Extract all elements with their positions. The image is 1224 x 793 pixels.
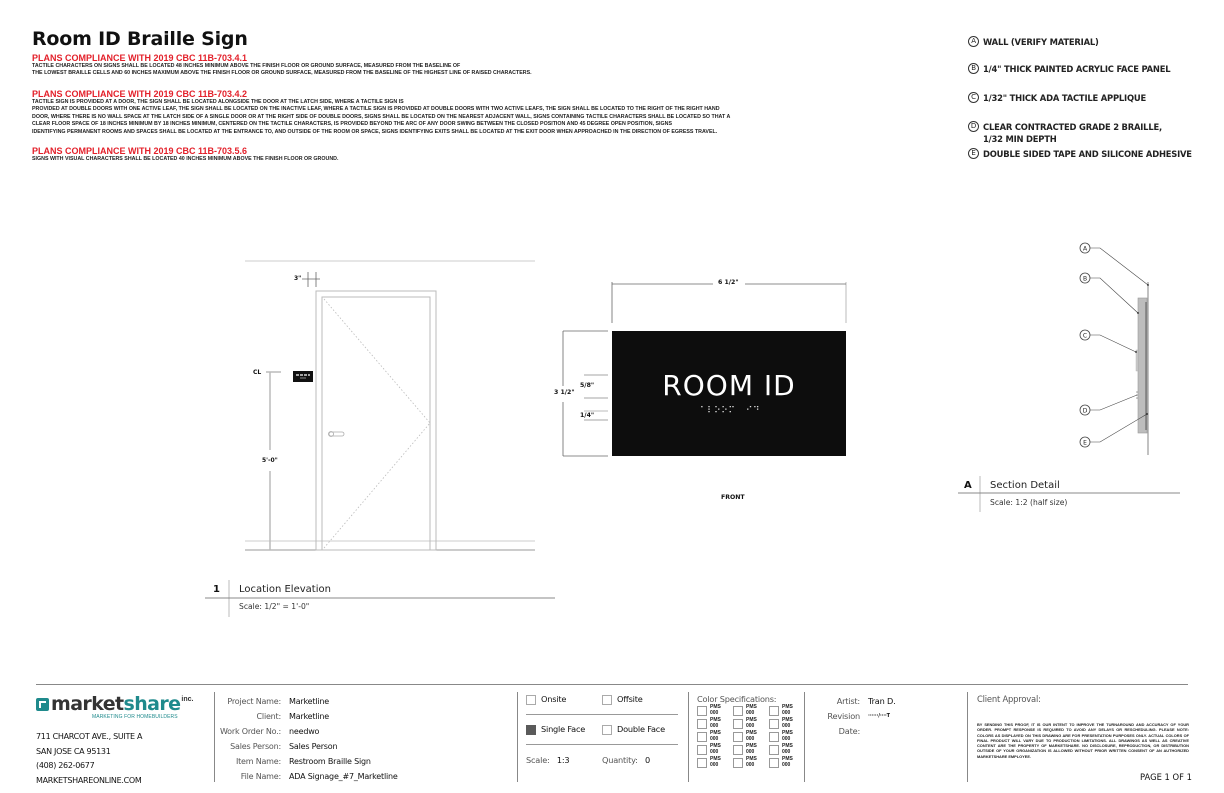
footer-divider-5 (967, 692, 968, 782)
pms-swatch: PMS 000 (697, 744, 733, 755)
pms-swatch: PMS 000 (769, 744, 805, 755)
double-face-option[interactable]: Double Face (602, 724, 665, 735)
front-caption: FRONT (721, 494, 745, 501)
pms-swatch: PMS 000 (733, 744, 769, 755)
callout-c-icon: C (968, 92, 979, 103)
section-callout-a: A (1082, 245, 1088, 253)
requirement-line: TACTILE CHARACTERS ON SIGNS SHALL BE LOCATED 48 INCHES MINIMUM ABOVE THE FINISH FLOOR OR GROUND SURFACE, MEASURED FROM THE BASELINE OF (32, 63, 461, 69)
section-callout-d: D (1082, 407, 1088, 415)
swatch-box (769, 758, 779, 768)
scale-field: Scale: 1:3 (526, 755, 570, 765)
pms-swatch: PMS 000 (697, 718, 733, 729)
document-title: Room ID Braille Sign (32, 28, 248, 50)
legend-item-c: C 1/32" THICK ADA TACTILE APPLIQUE (968, 92, 1146, 104)
dim-letter-height-label: 5/8" (580, 382, 595, 389)
dim-height-label: 5'-0" (262, 457, 278, 464)
legend-item-a: A WALL (VERIFY MATERIAL) (968, 36, 1099, 48)
file-name-row: File Name: ADA Signage_#7_Marketline (240, 772, 398, 781)
swatch-box (697, 745, 707, 755)
pms-swatch: PMS 000 (769, 757, 805, 768)
section-block-scale: Scale: 1:2 (half size) (990, 498, 1068, 507)
double-face-checkbox[interactable] (602, 725, 612, 735)
pms-swatch: PMS 000 (769, 718, 805, 729)
dim-braille-label: 1/4" (580, 412, 595, 419)
requirement-line: IDENTIFYING PERMANENT ROOMS AND SPACES SHALL BE LOCATED AT THE ENTRANCE TO, AND OUTSIDE OF THE ROOM OR SPACE, SIGNS IDENTIFYING EXITS SHALL BE LOCATED AT THE EXIT DOOR WHEN APPROACHED IN THE DIRECTION OF EGRESS TRAVEL. (32, 128, 718, 135)
section-block-letter: A (964, 480, 972, 491)
pms-swatch-grid (697, 705, 805, 768)
swatch-box (769, 745, 779, 755)
swatch-box (733, 706, 743, 716)
callout-b-icon: B (968, 63, 979, 74)
page-number: PAGE 1 OF 1 (1140, 772, 1192, 782)
sign-room-id-text: ROOM ID (662, 369, 796, 402)
swatch-box (769, 732, 779, 742)
section-callout-b: B (1082, 275, 1088, 283)
swatch-box (733, 758, 743, 768)
swatch-box (733, 732, 743, 742)
legend-item-e: E DOUBLE SIDED TAPE AND SILICONE ADHESIVE (968, 148, 1192, 160)
swatch-box (697, 732, 707, 742)
onsite-checkbox[interactable] (526, 695, 536, 705)
approval-legal-text: BY SENDING THIS PROOF, IT IS OUR INTENT TO IMPROVE THE TURNAROUND AND ACCURACY OF YOUR ORDER. PROMPT RESPONSE IS REQUIRED TO AVOID ANY DELAYS OR RESCHEDULING. PLEASE NOTE: COLORS AS DISPLAYED ON THIS DRAWING ARE FOR PRESENTATION PURPOSES ONLY. ACTUAL COLORS OF FINAL PRODUCT WILL VARY DUE TO PRODUCTION LIMITATIONS. ALL DRAWINGS AS WELL AS CREATIVE CONTENT ARE THE PROPERTY OF MARKETSHARE. NO DISCLOSURE, REPRODUCTION, OR DISTRIBUTION OUTSIDE OF YOUR ORGANIZATION IS ALLOWED WITHOUT PRIOR WRITTEN CONSENT OF AN AUTHORIZED MARKETSHARE EMPLOYEE. (977, 722, 1189, 759)
callout-e-icon: E (968, 148, 979, 159)
requirement-line: DOOR, WHERE THERE IS NO WALL SPACE AT THE LATCH SIDE OF A SINGLE DOOR OR AT THE RIGHT SIDE OF DOUBLE DOORS, SIGNS SHALL BE LOCATED ON THE NEAREST ADJACENT WALL, SIGNS CONTAINING TACTILE CHARACTERS SHALL BE LOCATED SO THAT A (32, 113, 731, 120)
company-logo: marketshare inc. (36, 696, 193, 713)
callout-d-icon: D (968, 121, 979, 132)
pms-swatch: PMS 000 (697, 731, 733, 742)
swatch-box (697, 758, 707, 768)
project-name-row: Project Name: Marketline (227, 697, 329, 706)
requirement-line: PROVIDED AT DOUBLE DOORS WITH ONE ACTIVE LEAF, THE SIGN SHALL BE LOCATED ON THE INACTIVE LEAF, WHERE A TACTILE SIGN IS PROVIDED AT DOUBLE DOORS WITH TWO ACTIVE LEAFS, THE SIGN SHALL BE LOCATED TO THE RIGHT OF THE RIGHT HAND (32, 106, 720, 113)
callout-a-icon: A (968, 36, 979, 47)
single-face-option[interactable]: Single Face (526, 724, 585, 735)
offsite-option[interactable]: Offsite (602, 694, 643, 705)
color-specifications: Color Specifications: PMS 000 PMS 000 PMS 000 PMS 000 PMS 000 PMS 000 PMS 000 PMS 000 PMS 000 PMS 000 PMS 000 PMS 000 PMS 000 PMS 000 PMS 000 (697, 694, 805, 768)
pms-swatch: PMS 000 (733, 757, 769, 768)
pms-swatch: PMS 000 (697, 705, 733, 716)
dim-cl-label: CL (253, 369, 262, 376)
footer-divider-4 (804, 692, 805, 782)
elevation-block-scale: Scale: 1/2" = 1'-0" (239, 602, 310, 611)
project-info (210, 694, 398, 784)
section-block-title: Section Detail (990, 480, 1060, 491)
options-separator (526, 714, 678, 715)
onsite-option[interactable]: Onsite (526, 694, 566, 705)
artist-info: Artist: Tran D. Revision Date: ······/····T (827, 696, 896, 736)
pms-swatch: PMS 000 (697, 757, 733, 768)
section-callout-c: C (1082, 332, 1088, 340)
dim-sign-height-label: 3 1/2" (554, 389, 575, 396)
requirement-line: SIGNS WITH VISUAL CHARACTERS SHALL BE LOCATED 40 INCHES MINIMUM ABOVE THE FINISH FLOOR OR GROUND. (32, 156, 339, 162)
requirement-line: CLEAR FLOOR SPACE OF 18 INCHES MINIMUM BY 18 INCHES MINIMUM, CENTERED ON THE TACTILE CHARACTERS, IS PROVIDED BEYOND THE ARC OF ANY DOOR SWING BETWEEN THE CLOSED POSITION AND 45 DEGREE OPEN POSITION, SIGNS (32, 121, 672, 128)
pms-swatch: PMS 000 (733, 718, 769, 729)
logo-mark-icon (36, 698, 49, 711)
section-callout-e: E (1083, 439, 1087, 447)
sales-person-row: Sales Person: Sales Person (230, 742, 338, 751)
footer-divider-2 (517, 692, 518, 782)
requirement-line: THE LOWEST BRAILLE CELLS AND 60 INCHES MAXIMUM ABOVE THE FINISH FLOOR OR GROUND SURFACE, MEASURED FROM THE BASELINE OF THE HIGHEST LINE OF RAISED CHARACTERS. (32, 70, 532, 77)
swatch-box (697, 706, 707, 716)
requirement-line: TACTILE SIGN IS PROVIDED AT A DOOR, THE SIGN SHALL BE LOCATED ALONGSIDE THE DOOR AT THE LATCH SIDE, WHERE A TACTILE SIGN IS (32, 99, 404, 105)
company-address: 711 CHARCOT AVE., SUITE A SAN JOSE CA 95131 (408) 262-0677 MARKETSHAREONLINE.COM (36, 732, 143, 785)
sign-braille-text: ⠁⠇⠕⠕⠍ ⠀⠊⠙ (700, 406, 761, 416)
pms-swatch: PMS 000 (733, 705, 769, 716)
requirement-heading: PLANS COMPLIANCE WITH 2019 CBC 11B-703.4.1 (32, 53, 248, 63)
swatch-box (697, 719, 707, 729)
client-approval: Client Approval: BY SENDING THIS PROOF, IT IS OUR INTENT TO IMPROVE THE TURNAROUND AND ACCURACY OF YOUR ORDER. PROMPT RESPONSE IS REQUIRED TO AVOID ANY DELAYS OR RESCHEDULING. PLEASE NOTE: COLORS AS DISPLAYED ON THIS DRAWING ARE FOR PRESENTATION PURPOSES ONLY. ACTUAL COLORS OF FINAL PRODUCT WILL VARY DUE TO PRODUCTION LIMITATIONS. ALL DRAWINGS AS WELL AS CREATIVE CONTENT ARE THE PROPERTY OF MARKETSHARE. NO DISCLOSURE, REPRODUCTION, OR DISTRIBUTION OUTSIDE OF YOUR ORGANIZATION IS ALLOWED WITHOUT PRIOR WRITTEN CONSENT OF AN AUTHORIZED MARKETSHARE EMPLOYEE. (977, 694, 1189, 759)
legend-item-d: D CLEAR CONTRACTED GRADE 2 BRAILLE, 1/32 MIN DEPTH (968, 121, 1162, 145)
single-face-checkbox[interactable] (526, 725, 536, 735)
dim-offset-label: 3" (294, 275, 302, 282)
swatch-box (769, 706, 779, 716)
dim-width-label: 6 1/2" (718, 279, 739, 286)
legend-item-b: B 1/4" THICK PAINTED ACRYLIC FACE PANEL (968, 63, 1170, 75)
swatch-box (769, 719, 779, 729)
offsite-checkbox[interactable] (602, 695, 612, 705)
item-name-row: Item Name: Restroom Braille Sign (235, 757, 371, 766)
client-row: Client: Marketline (256, 712, 329, 721)
company-tagline: MARKETING FOR HOMEBUILDERS (92, 714, 178, 720)
footer-divider (36, 684, 1188, 685)
work-order-row: Work Order No.: needwo (219, 727, 320, 736)
pms-swatch: PMS 000 (769, 731, 805, 742)
elevation-block-title: Location Elevation (239, 584, 331, 595)
elevation-block-number: 1 (213, 584, 220, 595)
swatch-box (733, 745, 743, 755)
options-separator (526, 744, 678, 745)
requirement-heading: PLANS COMPLIANCE WITH 2019 CBC 11B-703.4.2 (32, 89, 248, 99)
swatch-box (733, 719, 743, 729)
quantity-field: Quantity: 0 (602, 755, 650, 765)
pms-swatch: PMS 000 (769, 705, 805, 716)
requirement-heading: PLANS COMPLIANCE WITH 2019 CBC 11B-703.5.6 (32, 146, 248, 156)
pms-swatch: PMS 000 (733, 731, 769, 742)
footer-divider-3 (688, 692, 689, 782)
